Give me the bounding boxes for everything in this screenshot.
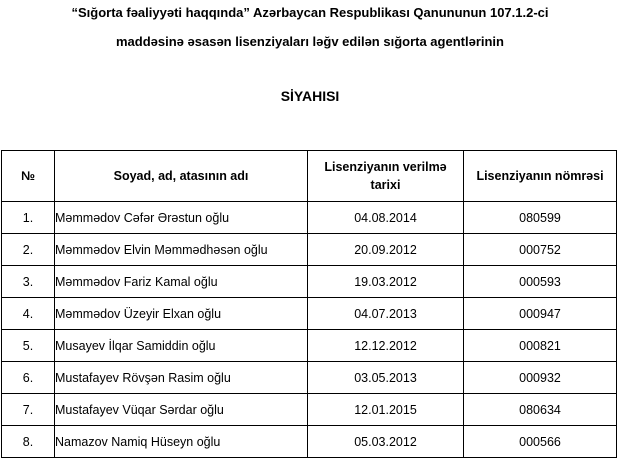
document-heading-line-2: maddəsinə əsasən lisenziyaları ləğv edilən sığorta agentlərinin (116, 34, 504, 49)
row-license-date: 19.03.2012 (308, 266, 464, 298)
row-number: 1. (2, 202, 55, 234)
row-name: Məmmədov Elvin Məmmədhəsən oğlu (55, 234, 308, 266)
row-license-number: 000566 (464, 426, 617, 458)
table-row (2, 298, 617, 330)
table-row (2, 202, 617, 234)
list-title: SİYAHISI (280, 88, 340, 104)
table-row (2, 234, 617, 266)
table-row (2, 426, 617, 458)
row-name: Namazov Namiq Hüseyn oğlu (55, 426, 308, 458)
row-number: 2. (2, 234, 55, 266)
header-name: Soyad, ad, atasının adı (55, 151, 308, 202)
row-license-date: 04.08.2014 (308, 202, 464, 234)
row-license-number: 000593 (464, 266, 617, 298)
row-license-number: 080599 (464, 202, 617, 234)
row-name: Mustafayev Vüqar Sərdar oğlu (55, 394, 308, 426)
row-license-date: 03.05.2013 (308, 362, 464, 394)
table-row (2, 394, 617, 426)
row-number: 6. (2, 362, 55, 394)
table-row (2, 330, 617, 362)
agents-table (1, 150, 617, 458)
row-number: 3. (2, 266, 55, 298)
row-license-date: 12.01.2015 (308, 394, 464, 426)
row-number: 5. (2, 330, 55, 362)
document-heading-line-1: “Sığorta fəaliyyəti haqqında” Azərbaycan Respublikası Qanununun 107.1.2-ci (71, 5, 549, 20)
header-license-number: Lisenziyanın nömrəsi (464, 151, 617, 202)
row-name: Mustafayev Rövşən Rasim oğlu (55, 362, 308, 394)
row-license-number: 000932 (464, 362, 617, 394)
row-name: Məmmədov Cəfər Ərəstun oğlu (55, 202, 308, 234)
table-row (2, 362, 617, 394)
row-license-number: 000821 (464, 330, 617, 362)
row-number: 7. (2, 394, 55, 426)
row-license-number: 000947 (464, 298, 617, 330)
row-license-date: 12.12.2012 (308, 330, 464, 362)
row-license-date: 04.07.2013 (308, 298, 464, 330)
row-name: Musayev İlqar Samiddin oğlu (55, 330, 308, 362)
header-license-date: Lisenziyanın verilmə tarixi (308, 151, 464, 202)
row-number: 8. (2, 426, 55, 458)
table-header-row (2, 151, 617, 202)
row-license-date: 20.09.2012 (308, 234, 464, 266)
row-number: 4. (2, 298, 55, 330)
row-name: Məmmədov Üzeyir Elxan oğlu (55, 298, 308, 330)
row-license-number: 000752 (464, 234, 617, 266)
header-number: № (2, 151, 55, 202)
row-license-date: 05.03.2012 (308, 426, 464, 458)
row-license-number: 080634 (464, 394, 617, 426)
row-name: Məmmədov Fariz Kamal oğlu (55, 266, 308, 298)
table-row (2, 266, 617, 298)
